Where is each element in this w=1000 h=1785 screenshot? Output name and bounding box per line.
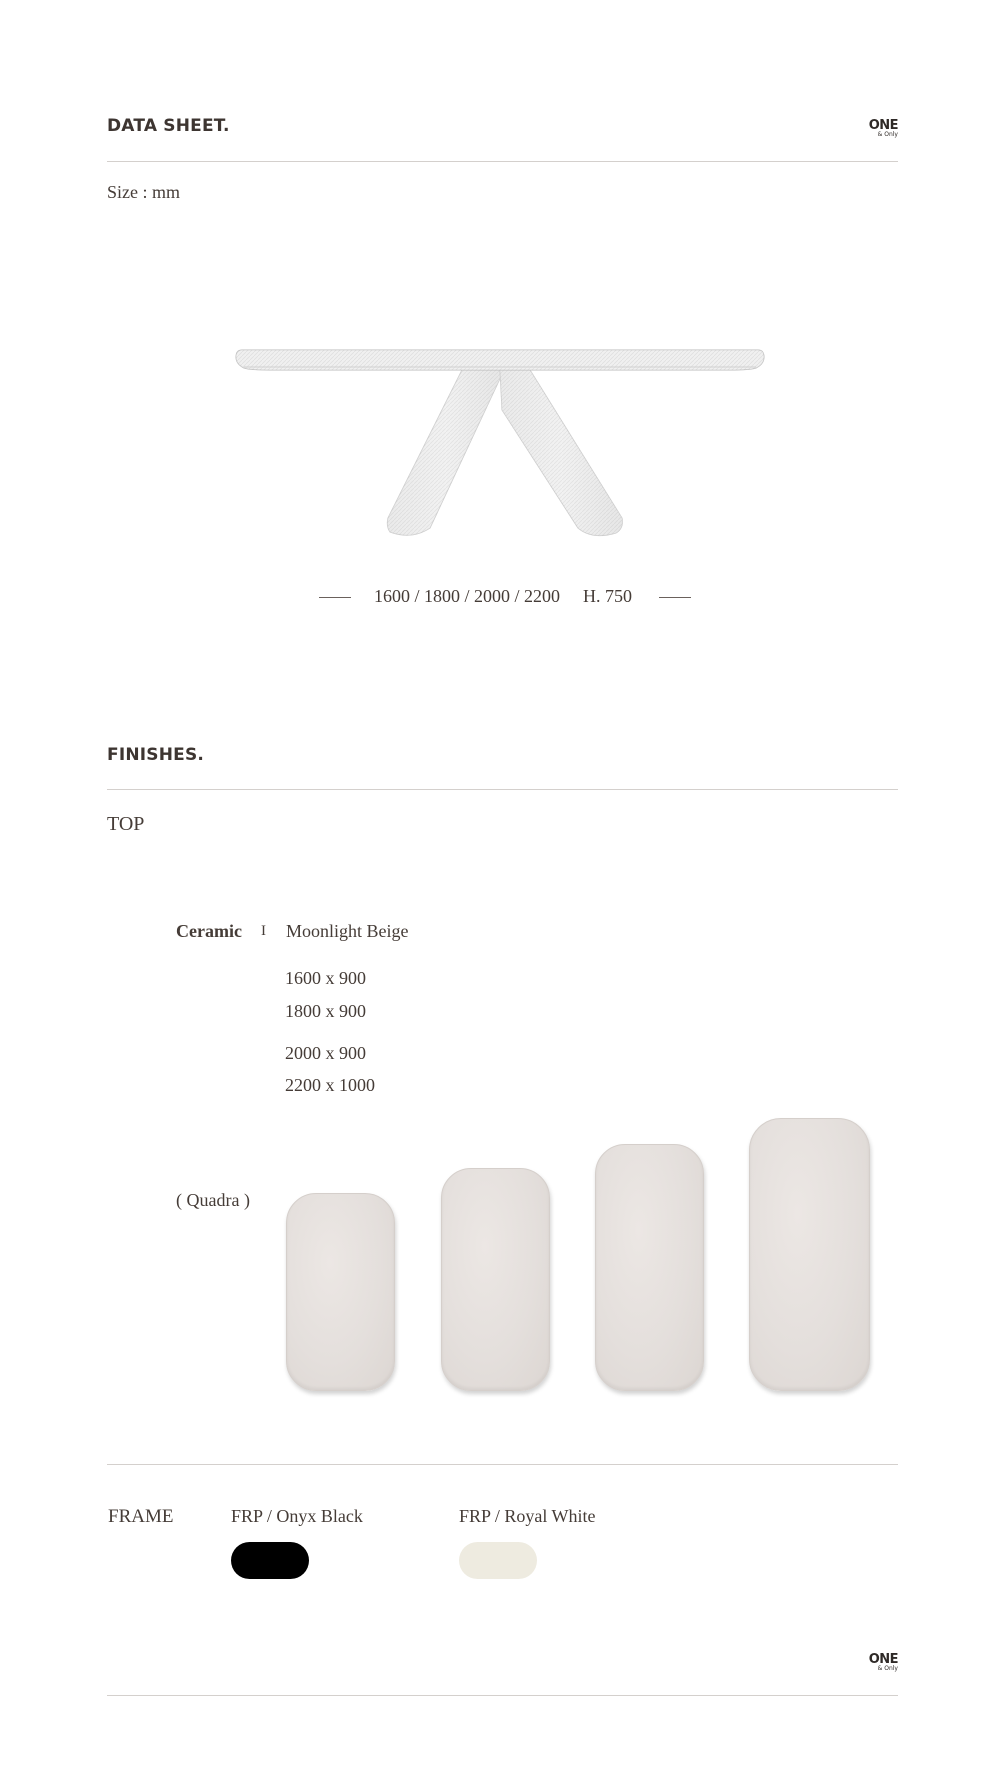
frame-option-black: FRP / Onyx Black [231, 1506, 363, 1526]
finishes-title: FINISHES. [107, 745, 205, 765]
size-item: 2000 x 900 [285, 1043, 366, 1063]
footer-logo-main-text: ONE [868, 1652, 898, 1667]
footer-divider [107, 1695, 898, 1696]
footer-brand-logo [858, 1653, 898, 1672]
size-item: 2200 x 1000 [285, 1075, 375, 1095]
size-item: 1800 x 900 [285, 1001, 366, 1021]
finishes-divider [107, 789, 898, 790]
swatch-onyx-black [231, 1542, 309, 1579]
frame-divider [107, 1464, 898, 1465]
tabletop-swatch-1800 [441, 1168, 550, 1391]
tabletop-swatch-2200 [749, 1118, 870, 1391]
footer-logo-sub-text: & Only [877, 1665, 898, 1672]
dimension-height: H. 750 [583, 586, 632, 606]
dimension-widths: 1600 / 1800 / 2000 / 2200 [374, 586, 561, 606]
tabletop-swatch-2000 [595, 1144, 704, 1391]
material-name: Ceramic [176, 921, 242, 941]
material-separator: I [261, 923, 266, 939]
swatch-royal-white [459, 1542, 537, 1579]
datasheet-divider [107, 161, 898, 162]
frame-section-label: FRAME [108, 1506, 174, 1527]
dimension-line-right [659, 597, 691, 598]
shape-label: ( Quadra ) [176, 1190, 250, 1210]
dimension-line-left [319, 597, 351, 598]
size-unit-label: Size : mm [107, 182, 180, 202]
brand-logo [858, 119, 898, 138]
logo-sub-text: & Only [877, 131, 898, 138]
logo-main-text: ONE [868, 118, 898, 133]
color-name: Moonlight Beige [286, 921, 409, 941]
top-section-label: TOP [107, 813, 145, 835]
size-item: 1600 x 900 [285, 968, 366, 988]
frame-option-white: FRP / Royal White [459, 1506, 596, 1526]
tabletop-swatch-1600 [286, 1193, 395, 1391]
table-illustration [230, 340, 775, 540]
datasheet-title: DATA SHEET. [107, 116, 230, 136]
